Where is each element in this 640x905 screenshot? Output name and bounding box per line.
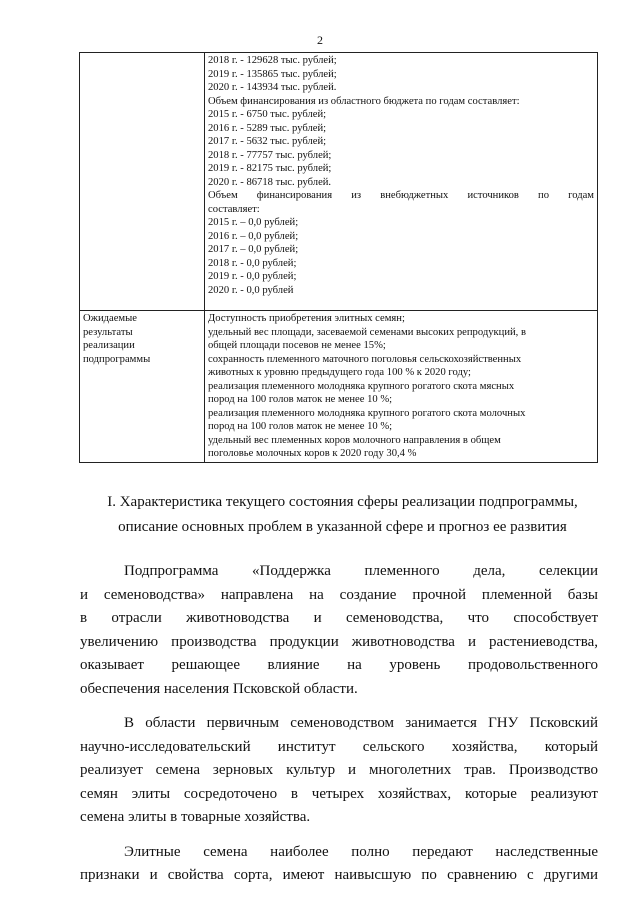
result-line: поголовье молочных коров к 2020 году 30,4 % [208,448,417,459]
table-cell-empty [80,53,205,311]
paragraph [80,841,598,888]
funding-line: 2016 г. – 0,0 рублей; [208,230,299,242]
result-line: реализация племенного молодняка крупного рогатого скота молочных [208,407,526,419]
funding-line: 2019 г. - 82175 тыс. рублей; [208,163,332,174]
table-row [80,311,598,463]
funding-heading: Объем финансирования из областного бюджета по годам составляет: [208,95,520,107]
funding-line: 2020 г. - 0,0 рублей [208,284,294,296]
section-title [80,490,605,540]
funding-line: 2018 г. - 0,0 рублей; [208,257,297,269]
table-row [80,53,598,311]
paragraph [80,560,598,701]
result-line: животных к уровню предыдущего года 100 % к 2020 году; [208,367,471,378]
funding-line: 2015 г. – 0,0 рублей; [208,217,299,228]
funding-line: 2019 г. - 0,0 рублей; [208,271,297,282]
funding-heading: составляет: [208,203,260,215]
result-line: Доступность приобретения элитных семян; [208,313,405,324]
funding-line: 2015 г. - 6750 тыс. рублей; [208,109,327,120]
result-line: пород на 100 голов маток не менее 10 %; [208,421,393,432]
result-line: удельный вес площади, засеваемой семенами высоких репродукций, в [208,326,526,338]
funding-cell [205,53,598,311]
result-line: реализация племенного молодняка крупного рогатого скота мясных [208,380,515,392]
result-line: общей площади посевов не менее 15%; [208,340,386,351]
paragraph-line: научно-исследовательский институт сельского хозяйства, который [80,738,598,755]
funding-line: 2017 г. - 5632 тыс. рублей; [208,136,327,147]
paragraph-line: оказывает решающее влияние на уровень продовольственного [80,657,598,673]
funding-line: 2017 г. – 0,0 рублей; [208,244,299,255]
section-title-line: I. Характеристика текущего состояния сферы реализации подпрограммы, [107,494,578,510]
paragraph-line: семян элиты сосредоточено в четырех хозяйствах, которые реализуют [80,785,598,802]
paragraph-line: В области первичным семеноводством занимается ГНУ Псковский [124,715,598,731]
funding-line: 2016 г. - 5289 тыс. рублей; [208,122,327,134]
expected-results-label: Ожидаемые результаты реализации подпрограммы [80,311,205,463]
result-line: удельный вес племенных коров молочного направления в общем [208,434,501,446]
funding-line: 2019 г. - 135865 тыс. рублей; [208,68,337,80]
funding-line: 2020 г. - 86718 тыс. рублей. [208,176,332,188]
paragraph-line: семена элиты в товарные хозяйства. [80,809,311,825]
paragraph-line: Элитные семена наиболее полно передают наследственные [124,843,598,860]
funding-line: 2020 г. - 143934 тыс. рублей. [208,82,337,93]
result-line: пород на 100 голов маток не менее 10 %; [208,394,393,405]
funding-line: 2018 г. - 77757 тыс. рублей; [208,149,332,161]
paragraph-line: и семеноводства» направлена на создание прочной племенной базы [80,586,598,603]
paragraph [80,712,598,830]
paragraph-line: обеспечения населения Псковской области. [80,680,358,697]
paragraph-line: реализует семена зерновых культур и многолетних трав. Производство [80,762,598,778]
body-text [80,560,598,899]
result-line: сохранность племенного маточного поголовья сельскохозяйственных [208,353,522,365]
expected-results-cell [205,311,598,463]
page-number: 2 [317,33,323,47]
section-title-line: описание основных проблем в указанной сфере и прогноз ее развития [118,519,567,535]
paragraph-line: признаки и свойства сорта, имеют наивысшую по сравнению с другими [80,867,598,883]
funding-line: 2018 г. - 129628 тыс. рублей; [208,55,337,66]
funding-heading: Объем финансирования из внебюджетных источников по годам [208,190,594,201]
funding-table [79,52,598,463]
paragraph-line: Подпрограмма «Поддержка племенного дела, селекции [124,563,598,579]
paragraph-line: увеличению производства продукции животноводства и растениеводства, [80,633,598,650]
paragraph-line: в отрасли животноводства и семеноводства, что способствует [80,610,598,626]
